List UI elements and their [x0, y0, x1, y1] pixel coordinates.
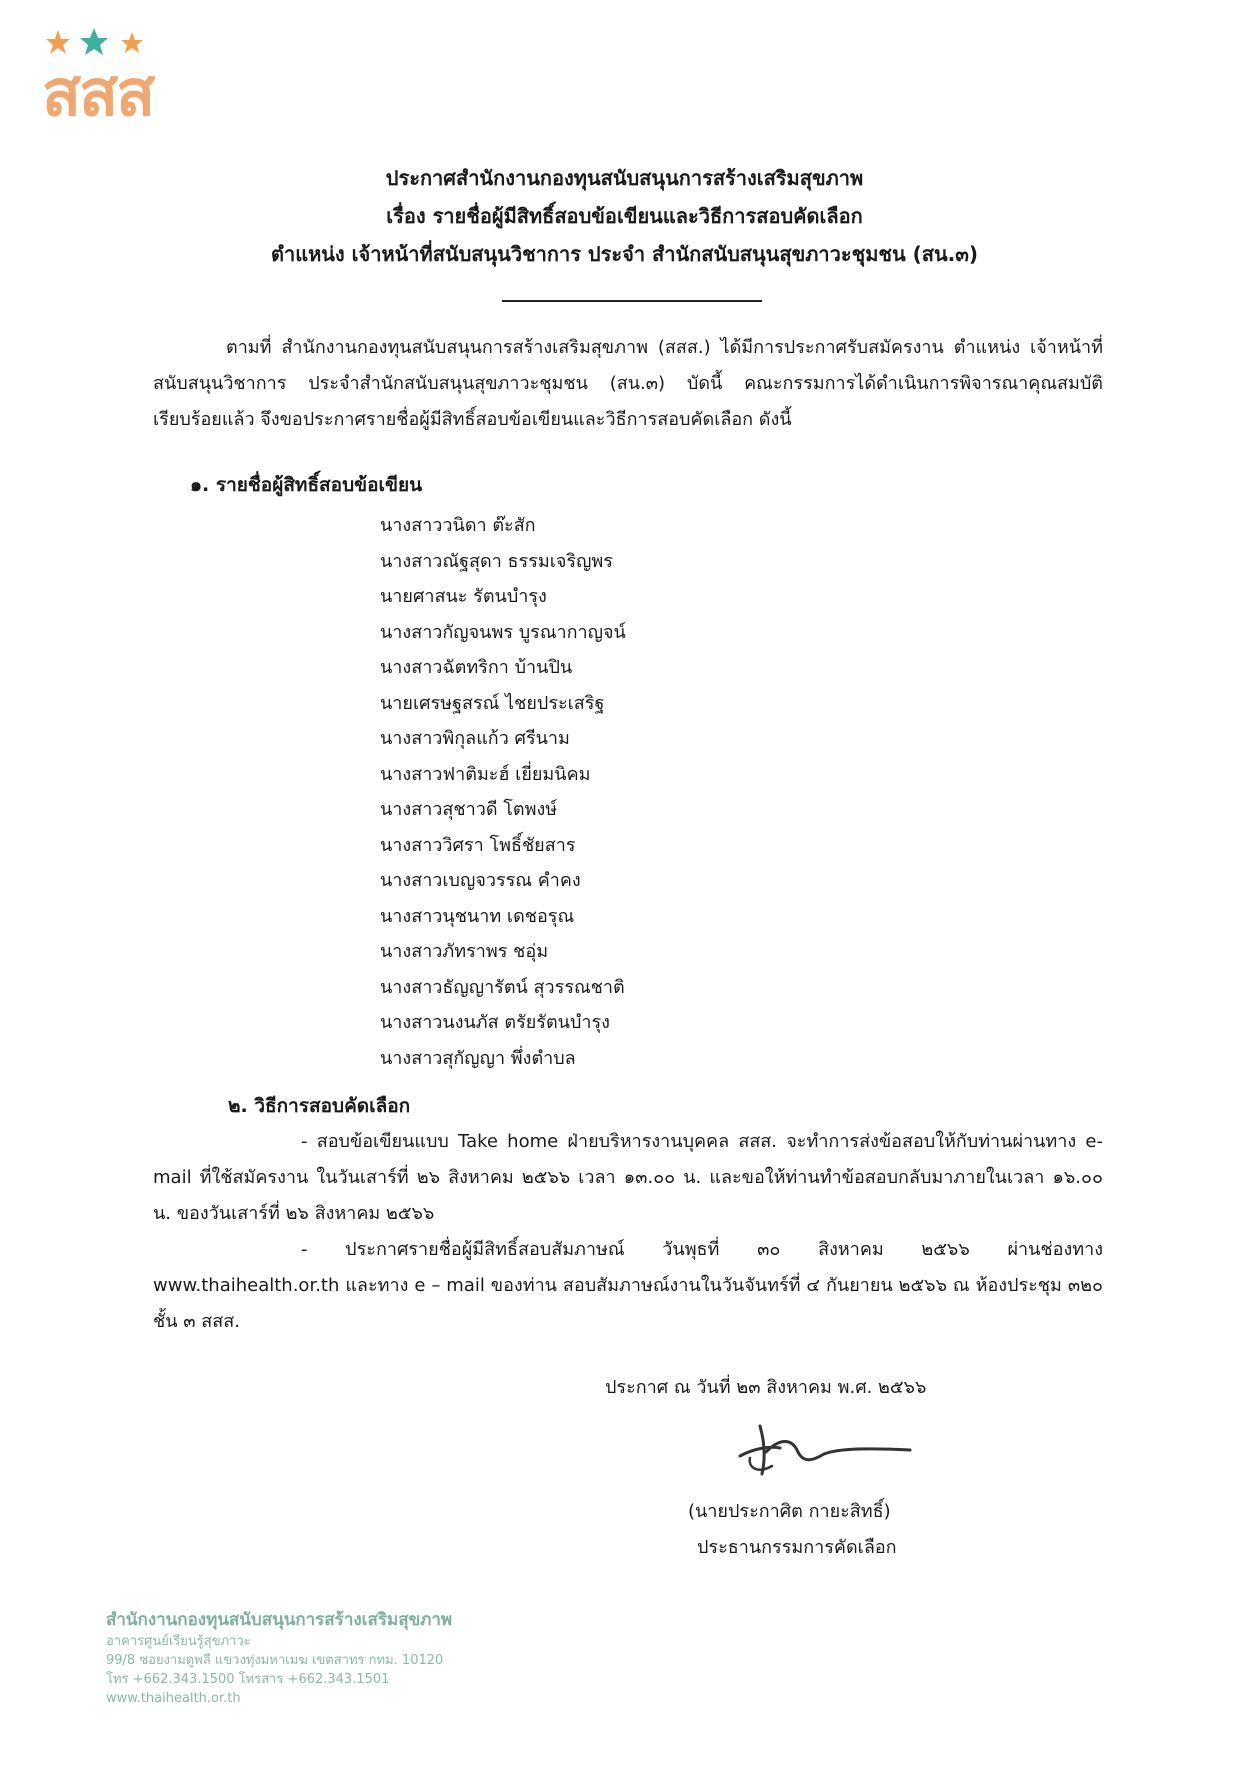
list-item: นางสาวสุชาวดี โตพงษ์: [380, 799, 558, 820]
list-item: นางสาววนิดา ต๊ะสัก: [380, 515, 536, 536]
list-item: นางสาวกัญจนพร บูรณากาญจน์: [380, 621, 626, 643]
list-item: นางสาวธัญญารัตน์ สุวรรณชาติ: [380, 976, 625, 998]
logo-wordmark: สสส: [42, 57, 154, 131]
list-item: นางสาวนงนภัส ตรัยรัตนบำรุง: [380, 1012, 610, 1033]
list-item: นางสาวนุชนาท เดชอรุณ: [380, 905, 575, 927]
footer-org-name: สำนักงานกองทุนสนับสนุนการสร้างเสริมสุขภาพ: [106, 1610, 453, 1630]
list-item: นางสาวพิกุลแก้ว ศรีนาม: [380, 728, 570, 749]
footer-website: www.thaihealth.or.th: [106, 1691, 241, 1706]
intro-paragraph: ตามที่ สำนักงานกองทุนสนับสนุนการสร้างเสริมสุขภาพ (สสส.) ได้มีการประกาศรับสมัครงาน ตำแหน่ง เจ้าหน้าที่สนับสนุนวิชาการ ประจำสำนักสนับสนุนสุขภาวะชุมชน (สน.๓) บัดนี้ คณะกรรมการได้ดำเนินการพิจารณาคุณสมบัติเรียบร้อยแล้ว จึงขอประกาศรายชื่อผู้มีสิทธิ์สอบข้อเขียนและวิธีการสอบคัดเลือก ดังนี้: [153, 337, 1103, 430]
list-item: นางสาวเบญจวรรณ คำคง: [380, 870, 581, 891]
list-item: นางสาววิศรา โพธิ์ชัยสาร: [380, 834, 576, 856]
interview-paragraph: - ประกาศรายชื่อผู้มีสิทธิ์สอบสัมภาษณ์ วันพุธที่ ๓๐ สิงหาคม ๒๕๖๖ ผ่านช่องทาง www.thaihealth.or.th และทาง e – mail ของท่าน สอบสัมภาษณ์งานในวันจันทร์ที่ ๔ กันยายน ๒๕๖๖ ณ ห้องประชุม ๓๒๐ ชั้น ๓ สสส.: [153, 1239, 1103, 1332]
list-item: นางสาวภัทราพร ชอุ่ม: [380, 941, 549, 962]
list-item: นางสาวฉัตทริกา บ้านปิน: [380, 657, 573, 678]
list-item: นายศาสนะ รัตนบำรุง: [380, 586, 547, 607]
footer-building: อาคารศูนย์เรียนรู้สุขภาวะ: [106, 1634, 251, 1649]
candidate-list: [380, 508, 626, 1076]
section2-heading: ๒. วิธีการสอบคัดเลือก: [228, 1095, 411, 1117]
star-center-icon: [80, 28, 108, 55]
list-item: นายเศรษฐสรณ์ ไชยประเสริฐ: [380, 692, 605, 714]
thaihealth-logo: [36, 28, 211, 148]
title-divider: [502, 300, 762, 302]
announcement-date: ประกาศ ณ วันที่ ๒๓ สิงหาคม พ.ศ. ๒๕๖๖: [605, 1377, 927, 1398]
announcement-position: ตำแหน่ง เจ้าหน้าที่สนับสนุนวิชาการ ประจำ สำนักสนับสนุนสุขภาวะชุมชน (สน.๓): [270, 242, 979, 266]
list-item: นางสาวสุกัญญา พึ่งตำบล: [380, 1047, 576, 1069]
section1-heading: ๑. รายชื่อผู้สิทธิ์สอบข้อเขียน: [190, 474, 423, 496]
exam-method-paragraph: - สอบข้อเขียนแบบ Take home ฝ่ายบริหารงานบุคคล สสส. จะทำการส่งข้อสอบให้กับท่านผ่านทาง e-mail ที่ใช้สมัครงาน ในวันเสาร์ที่ ๒๖ สิงหาคม ๒๕๖๖ เวลา ๑๓.๐๐ น. และขอให้ท่านทำข้อสอบกลับมาภายในเวลา ๑๖.๐๐ น. ของวันเสาร์ที่ ๒๖ สิงหาคม ๒๕๖๖: [153, 1131, 1103, 1224]
signature-mark: [720, 1408, 920, 1488]
list-item: นางสาวณัฐสุดา ธรรมเจริญพร: [380, 550, 613, 572]
star-left-icon: [46, 30, 70, 54]
signatory-name: (นายประกาศิต กายะสิทธิ์): [688, 1501, 891, 1522]
letterhead-footer: [106, 1608, 452, 1708]
footer-phones: โทร +662.343.1500 โทรสาร +662.343.1501: [106, 1672, 390, 1687]
star-right-icon: [121, 32, 143, 53]
announcement-subject: เรื่อง รายชื่อผู้มีสิทธิ์สอบข้อเขียนและวิธีการสอบคัดเลือก: [386, 204, 863, 228]
signatory-position: ประธานกรรมการคัดเลือก: [697, 1537, 897, 1558]
footer-address: 99/8 ซอยงามดูพลี แขวงทุ่งมหาเมฆ เขตสาทร กทม. 10120: [106, 1653, 444, 1668]
list-item: นางสาวฟาติมะฮ์ เยี่ยมนิคม: [380, 763, 591, 785]
announcement-title: ประกาศสำนักงานกองทุนสนับสนุนการสร้างเสริมสุขภาพ: [385, 166, 864, 190]
